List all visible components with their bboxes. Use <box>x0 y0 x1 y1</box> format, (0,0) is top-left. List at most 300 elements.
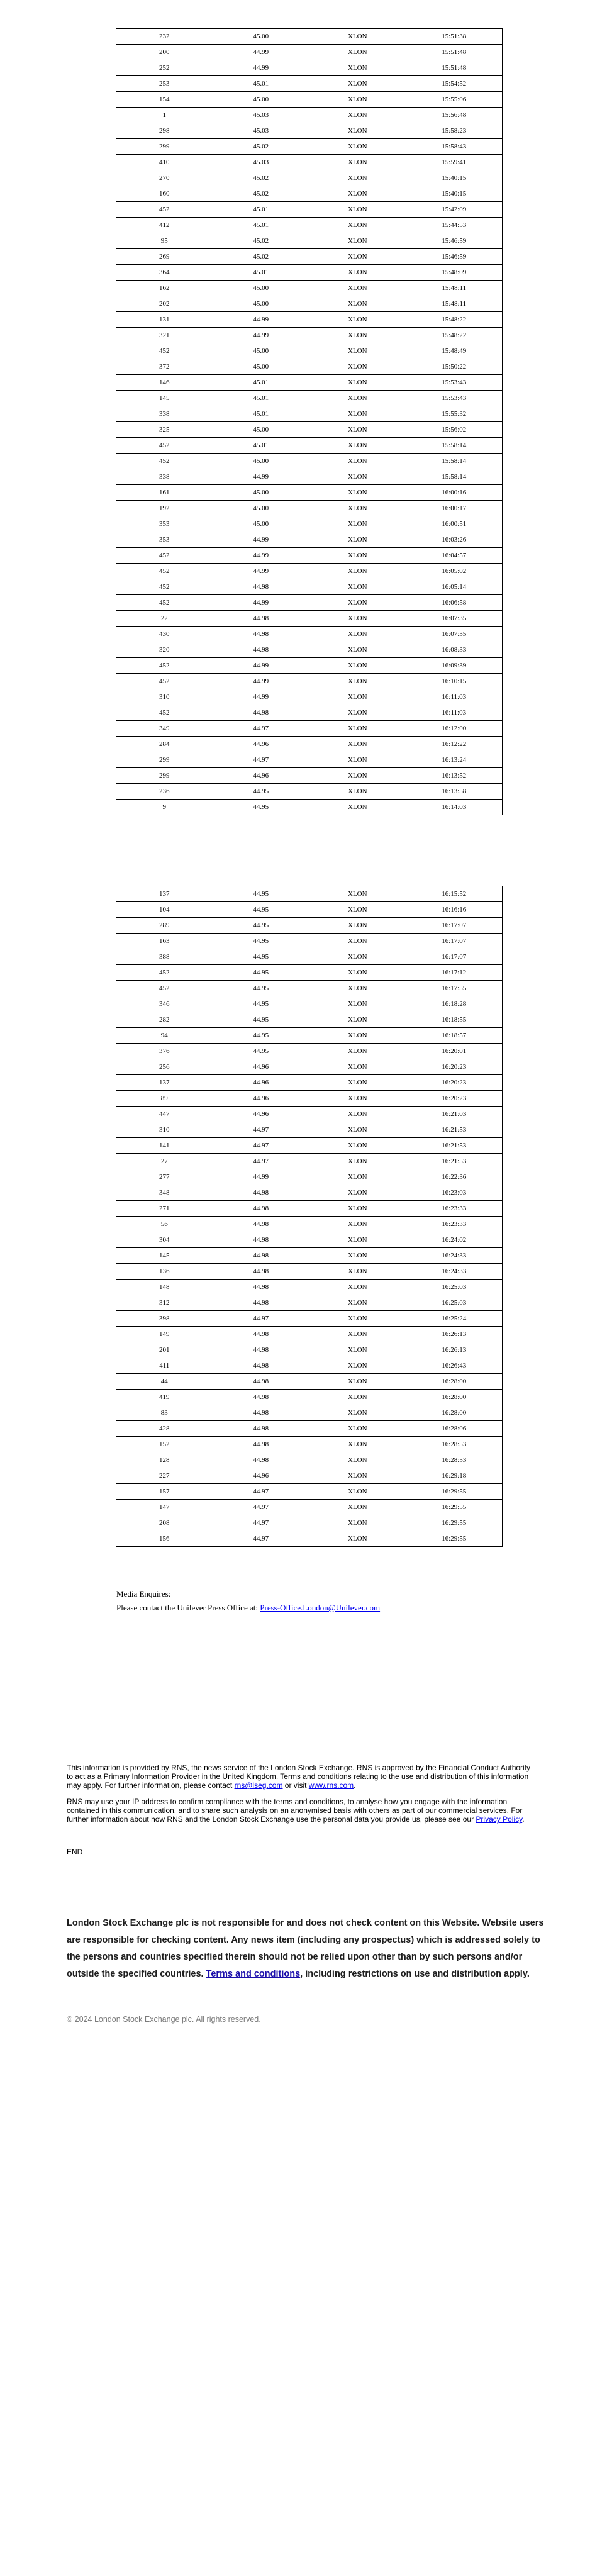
venue-cell: XLON <box>309 642 406 658</box>
volume-cell: 147 <box>116 1500 213 1515</box>
price-cell: 44.95 <box>213 800 309 815</box>
venue-cell: XLON <box>309 485 406 501</box>
venue-cell: XLON <box>309 1531 406 1547</box>
price-cell: 44.98 <box>213 705 309 721</box>
time-cell: 15:42:09 <box>406 202 503 218</box>
volume-cell: 44 <box>116 1374 213 1390</box>
time-cell: 16:28:53 <box>406 1452 503 1468</box>
venue-cell: XLON <box>309 934 406 949</box>
price-cell: 44.97 <box>213 1500 309 1515</box>
price-cell: 44.98 <box>213 1421 309 1437</box>
table-row <box>116 343 503 359</box>
price-cell: 45.00 <box>213 296 309 312</box>
table-row <box>116 1122 503 1138</box>
table-row <box>116 123 503 139</box>
volume-cell: 411 <box>116 1358 213 1374</box>
venue-cell: XLON <box>309 1437 406 1452</box>
price-cell: 45.00 <box>213 359 309 375</box>
volume-cell: 349 <box>116 721 213 737</box>
price-cell: 44.95 <box>213 934 309 949</box>
media-contact-text: Please contact the Unilever Press Office at: <box>116 1603 260 1612</box>
venue-cell: XLON <box>309 249 406 265</box>
table-row <box>116 1358 503 1374</box>
time-cell: 16:23:33 <box>406 1217 503 1232</box>
time-cell: 15:58:23 <box>406 123 503 139</box>
price-cell: 44.98 <box>213 1248 309 1264</box>
volume-cell: 156 <box>116 1531 213 1547</box>
venue-cell: XLON <box>309 752 406 768</box>
time-cell: 16:28:53 <box>406 1437 503 1452</box>
price-cell: 44.97 <box>213 1531 309 1547</box>
venue-cell: XLON <box>309 343 406 359</box>
time-cell: 15:59:41 <box>406 155 503 170</box>
volume-cell: 428 <box>116 1421 213 1437</box>
table-row <box>116 886 503 902</box>
venue-cell: XLON <box>309 139 406 155</box>
table-row <box>116 1295 503 1311</box>
price-cell: 44.98 <box>213 1201 309 1217</box>
rns-p2-text: RNS may use your IP address to confirm compliance with the terms and conditions, to analyse how you engage with the information contained in this communication, and to share such analysis on an anonymised basis with others as part of our commercial services. For further information about how RNS and the London Stock Exchange use the personal data you provide us, please see our <box>67 1797 523 1824</box>
time-cell: 16:04:57 <box>406 548 503 564</box>
time-cell: 16:18:55 <box>406 1012 503 1028</box>
table-row <box>116 1311 503 1327</box>
table-row <box>116 918 503 934</box>
time-cell: 16:26:13 <box>406 1327 503 1342</box>
volume-cell: 452 <box>116 343 213 359</box>
price-cell: 45.01 <box>213 265 309 281</box>
table-row <box>116 1484 503 1500</box>
terms-link[interactable]: Terms and conditions <box>206 1969 301 1979</box>
price-cell: 44.98 <box>213 1374 309 1390</box>
time-cell: 16:07:35 <box>406 627 503 642</box>
price-cell: 44.95 <box>213 981 309 996</box>
venue-cell: XLON <box>309 406 406 422</box>
time-cell: 15:40:15 <box>406 170 503 186</box>
time-cell: 16:06:58 <box>406 595 503 611</box>
venue-cell: XLON <box>309 501 406 516</box>
table-row <box>116 1201 503 1217</box>
price-cell: 44.98 <box>213 1405 309 1421</box>
table-row <box>116 965 503 981</box>
time-cell: 15:44:53 <box>406 218 503 233</box>
volume-cell: 136 <box>116 1264 213 1280</box>
time-cell: 16:12:22 <box>406 737 503 752</box>
volume-cell: 412 <box>116 218 213 233</box>
volume-cell: 452 <box>116 674 213 689</box>
table-row <box>116 406 503 422</box>
time-cell: 16:29:55 <box>406 1484 503 1500</box>
table-row <box>116 1327 503 1342</box>
time-cell: 16:07:35 <box>406 611 503 627</box>
lse-text-before: London Stock Exchange plc is not responsible for and does not check content on this Website. Website users are responsible for checking content. Any news item (including any prospectus) which is addressed solely to the persons and countries specified therein should not be relied upon other than by such persons and/or outside the specified countries. <box>67 1918 544 1979</box>
table-row <box>116 1059 503 1075</box>
volume-cell: 95 <box>116 233 213 249</box>
price-cell: 44.95 <box>213 996 309 1012</box>
volume-cell: 202 <box>116 296 213 312</box>
time-cell: 16:11:03 <box>406 689 503 705</box>
price-cell: 45.00 <box>213 29 309 45</box>
price-cell: 44.98 <box>213 1232 309 1248</box>
venue-cell: XLON <box>309 1185 406 1201</box>
volume-cell: 410 <box>116 155 213 170</box>
price-cell: 44.99 <box>213 564 309 579</box>
volume-cell: 353 <box>116 532 213 548</box>
price-cell: 44.96 <box>213 768 309 784</box>
venue-cell: XLON <box>309 155 406 170</box>
rns-website-link[interactable]: www.rns.com <box>308 1781 354 1790</box>
volume-cell: 298 <box>116 123 213 139</box>
time-cell: 15:51:38 <box>406 29 503 45</box>
time-cell: 15:48:22 <box>406 312 503 328</box>
volume-cell: 346 <box>116 996 213 1012</box>
time-cell: 16:26:13 <box>406 1342 503 1358</box>
time-cell: 16:21:53 <box>406 1122 503 1138</box>
volume-cell: 310 <box>116 689 213 705</box>
price-cell: 44.99 <box>213 658 309 674</box>
rns-p1-end: . <box>354 1781 356 1790</box>
rns-paragraph-2 <box>67 1797 538 1824</box>
table-row <box>116 627 503 642</box>
venue-cell: XLON <box>309 800 406 815</box>
price-cell: 45.01 <box>213 76 309 92</box>
price-cell: 44.98 <box>213 1327 309 1342</box>
media-enquiries <box>116 1587 380 1615</box>
venue-cell: XLON <box>309 186 406 202</box>
volume-cell: 271 <box>116 1201 213 1217</box>
price-cell: 44.97 <box>213 1484 309 1500</box>
volume-cell: 452 <box>116 564 213 579</box>
price-cell: 45.02 <box>213 233 309 249</box>
price-cell: 44.97 <box>213 752 309 768</box>
table-row <box>116 1154 503 1169</box>
volume-cell: 452 <box>116 454 213 469</box>
price-cell: 44.98 <box>213 1342 309 1358</box>
price-cell: 45.01 <box>213 391 309 406</box>
price-cell: 44.97 <box>213 1154 309 1169</box>
table-row <box>116 784 503 800</box>
venue-cell: XLON <box>309 328 406 343</box>
volume-cell: 284 <box>116 737 213 752</box>
rns-email-link[interactable]: rns@lseg.com <box>234 1781 283 1790</box>
price-cell: 45.00 <box>213 343 309 359</box>
volume-cell: 161 <box>116 485 213 501</box>
time-cell: 16:29:55 <box>406 1500 503 1515</box>
venue-cell: XLON <box>309 1107 406 1122</box>
time-cell: 16:18:57 <box>406 1028 503 1044</box>
table-row <box>116 501 503 516</box>
price-cell: 45.03 <box>213 123 309 139</box>
price-cell: 44.99 <box>213 469 309 485</box>
venue-cell: XLON <box>309 422 406 438</box>
venue-cell: XLON <box>309 516 406 532</box>
price-cell: 44.97 <box>213 1122 309 1138</box>
price-cell: 45.00 <box>213 501 309 516</box>
price-cell: 44.98 <box>213 1437 309 1452</box>
venue-cell: XLON <box>309 721 406 737</box>
venue-cell: XLON <box>309 949 406 965</box>
venue-cell: XLON <box>309 737 406 752</box>
time-cell: 16:20:23 <box>406 1091 503 1107</box>
table-row <box>116 454 503 469</box>
price-cell: 45.02 <box>213 249 309 265</box>
volume-cell: 131 <box>116 312 213 328</box>
price-cell: 44.96 <box>213 1075 309 1091</box>
venue-cell: XLON <box>309 170 406 186</box>
privacy-policy-link[interactable]: Privacy Policy <box>476 1815 523 1824</box>
venue-cell: XLON <box>309 1248 406 1264</box>
copyright: © 2024 London Stock Exchange plc. All rights reserved. <box>67 2015 261 2024</box>
time-cell: 16:28:00 <box>406 1405 503 1421</box>
volume-cell: 163 <box>116 934 213 949</box>
volume-cell: 137 <box>116 1075 213 1091</box>
table-row <box>116 689 503 705</box>
volume-cell: 83 <box>116 1405 213 1421</box>
venue-cell: XLON <box>309 45 406 60</box>
venue-cell: XLON <box>309 60 406 76</box>
time-cell: 16:20:23 <box>406 1059 503 1075</box>
venue-cell: XLON <box>309 1091 406 1107</box>
volume-cell: 299 <box>116 139 213 155</box>
venue-cell: XLON <box>309 1264 406 1280</box>
table-row <box>116 155 503 170</box>
time-cell: 15:58:14 <box>406 469 503 485</box>
price-cell: 44.95 <box>213 886 309 902</box>
price-cell: 44.95 <box>213 918 309 934</box>
venue-cell: XLON <box>309 1358 406 1374</box>
media-contact <box>116 1601 380 1615</box>
time-cell: 16:09:39 <box>406 658 503 674</box>
time-cell: 16:28:00 <box>406 1374 503 1390</box>
volume-cell: 321 <box>116 328 213 343</box>
table-row <box>116 1044 503 1059</box>
volume-cell: 299 <box>116 752 213 768</box>
time-cell: 16:20:01 <box>406 1044 503 1059</box>
table-row <box>116 438 503 454</box>
table-row <box>116 611 503 627</box>
table-row <box>116 768 503 784</box>
volume-cell: 232 <box>116 29 213 45</box>
volume-cell: 227 <box>116 1468 213 1484</box>
volume-cell: 256 <box>116 1059 213 1075</box>
price-cell: 44.98 <box>213 1390 309 1405</box>
venue-cell: XLON <box>309 1280 406 1295</box>
time-cell: 16:22:36 <box>406 1169 503 1185</box>
volume-cell: 338 <box>116 406 213 422</box>
time-cell: 16:21:53 <box>406 1154 503 1169</box>
volume-cell: 452 <box>116 595 213 611</box>
table-row <box>116 1374 503 1390</box>
time-cell: 16:29:55 <box>406 1531 503 1547</box>
volume-cell: 160 <box>116 186 213 202</box>
table-row <box>116 1531 503 1547</box>
venue-cell: XLON <box>309 658 406 674</box>
table-row <box>116 422 503 438</box>
table-row <box>116 1437 503 1452</box>
venue-cell: XLON <box>309 359 406 375</box>
price-cell: 45.01 <box>213 202 309 218</box>
volume-cell: 452 <box>116 202 213 218</box>
volume-cell: 56 <box>116 1217 213 1232</box>
venue-cell: XLON <box>309 965 406 981</box>
table-row <box>116 1390 503 1405</box>
venue-cell: XLON <box>309 784 406 800</box>
price-cell: 44.99 <box>213 674 309 689</box>
price-cell: 44.97 <box>213 721 309 737</box>
price-cell: 45.00 <box>213 454 309 469</box>
time-cell: 16:17:12 <box>406 965 503 981</box>
venue-cell: XLON <box>309 611 406 627</box>
table-row <box>116 1217 503 1232</box>
price-cell: 44.99 <box>213 312 309 328</box>
time-cell: 16:21:53 <box>406 1138 503 1154</box>
table-row <box>116 752 503 768</box>
venue-cell: XLON <box>309 532 406 548</box>
trades-table-2 <box>116 886 503 1547</box>
table-row <box>116 1012 503 1028</box>
table-row <box>116 1075 503 1091</box>
time-cell: 16:11:03 <box>406 705 503 721</box>
time-cell: 15:58:14 <box>406 438 503 454</box>
venue-cell: XLON <box>309 689 406 705</box>
price-cell: 45.03 <box>213 108 309 123</box>
price-cell: 44.98 <box>213 1217 309 1232</box>
table-row <box>116 45 503 60</box>
venue-cell: XLON <box>309 1044 406 1059</box>
table-row <box>116 721 503 737</box>
volume-cell: 348 <box>116 1185 213 1201</box>
time-cell: 16:13:24 <box>406 752 503 768</box>
table-row <box>116 1028 503 1044</box>
venue-cell: XLON <box>309 1405 406 1421</box>
volume-cell: 364 <box>116 265 213 281</box>
table-row <box>116 1091 503 1107</box>
table-row <box>116 1169 503 1185</box>
time-cell: 16:17:07 <box>406 934 503 949</box>
time-cell: 15:53:43 <box>406 391 503 406</box>
price-cell: 44.99 <box>213 548 309 564</box>
price-cell: 45.02 <box>213 186 309 202</box>
volume-cell: 338 <box>116 469 213 485</box>
time-cell: 16:29:18 <box>406 1468 503 1484</box>
venue-cell: XLON <box>309 1327 406 1342</box>
price-cell: 44.95 <box>213 902 309 918</box>
venue-cell: XLON <box>309 996 406 1012</box>
table-row <box>116 1248 503 1264</box>
venue-cell: XLON <box>309 233 406 249</box>
table-row <box>116 29 503 45</box>
time-cell: 16:12:00 <box>406 721 503 737</box>
venue-cell: XLON <box>309 391 406 406</box>
time-cell: 16:00:17 <box>406 501 503 516</box>
venue-cell: XLON <box>309 1217 406 1232</box>
price-cell: 45.02 <box>213 170 309 186</box>
price-cell: 45.00 <box>213 422 309 438</box>
price-cell: 45.01 <box>213 218 309 233</box>
table-row <box>116 1421 503 1437</box>
table-row <box>116 265 503 281</box>
venue-cell: XLON <box>309 1028 406 1044</box>
price-cell: 45.01 <box>213 375 309 391</box>
table-row <box>116 1342 503 1358</box>
venue-cell: XLON <box>309 1012 406 1028</box>
price-cell: 44.97 <box>213 1515 309 1531</box>
volume-cell: 145 <box>116 1248 213 1264</box>
price-cell: 44.98 <box>213 1280 309 1295</box>
time-cell: 15:46:59 <box>406 249 503 265</box>
table-row <box>116 674 503 689</box>
venue-cell: XLON <box>309 1075 406 1091</box>
volume-cell: 289 <box>116 918 213 934</box>
press-office-email-link[interactable]: Press-Office.London@Unilever.com <box>260 1603 381 1612</box>
venue-cell: XLON <box>309 595 406 611</box>
table-row <box>116 532 503 548</box>
price-cell: 44.98 <box>213 579 309 595</box>
price-cell: 44.98 <box>213 642 309 658</box>
venue-cell: XLON <box>309 296 406 312</box>
venue-cell: XLON <box>309 548 406 564</box>
volume-cell: 157 <box>116 1484 213 1500</box>
venue-cell: XLON <box>309 312 406 328</box>
time-cell: 16:16:16 <box>406 902 503 918</box>
time-cell: 15:56:02 <box>406 422 503 438</box>
time-cell: 15:55:32 <box>406 406 503 422</box>
venue-cell: XLON <box>309 705 406 721</box>
price-cell: 44.97 <box>213 1138 309 1154</box>
volume-cell: 447 <box>116 1107 213 1122</box>
time-cell: 16:25:03 <box>406 1295 503 1311</box>
price-cell: 44.96 <box>213 1468 309 1484</box>
table-row <box>116 375 503 391</box>
time-cell: 15:53:43 <box>406 375 503 391</box>
venue-cell: XLON <box>309 1421 406 1437</box>
table-row <box>116 359 503 375</box>
table-row <box>116 1468 503 1484</box>
time-cell: 15:48:22 <box>406 328 503 343</box>
time-cell: 15:46:59 <box>406 233 503 249</box>
table-row <box>116 949 503 965</box>
table-row <box>116 76 503 92</box>
venue-cell: XLON <box>309 1169 406 1185</box>
volume-cell: 430 <box>116 627 213 642</box>
table-row <box>116 1138 503 1154</box>
volume-cell: 200 <box>116 45 213 60</box>
time-cell: 15:58:14 <box>406 454 503 469</box>
volume-cell: 128 <box>116 1452 213 1468</box>
price-cell: 44.96 <box>213 1107 309 1122</box>
price-cell: 44.96 <box>213 1059 309 1075</box>
table-row <box>116 1280 503 1295</box>
time-cell: 15:51:48 <box>406 45 503 60</box>
volume-cell: 277 <box>116 1169 213 1185</box>
rns-disclaimer <box>67 1763 538 1831</box>
volume-cell: 310 <box>116 1122 213 1138</box>
volume-cell: 452 <box>116 658 213 674</box>
price-cell: 44.98 <box>213 1358 309 1374</box>
volume-cell: 452 <box>116 965 213 981</box>
time-cell: 16:13:52 <box>406 768 503 784</box>
price-cell: 45.00 <box>213 92 309 108</box>
volume-cell: 89 <box>116 1091 213 1107</box>
rns-p1-text: This information is provided by RNS, the news service of the London Stock Exchange. RNS is approved by the Financial Conduct Authority to act as a Primary Information Provider in the United Kingdom. Terms and conditions relating to the use and distribution of this information may apply. For further information, please contact <box>67 1763 531 1790</box>
price-cell: 44.95 <box>213 1044 309 1059</box>
table-row <box>116 92 503 108</box>
volume-cell: 94 <box>116 1028 213 1044</box>
time-cell: 15:51:48 <box>406 60 503 76</box>
time-cell: 16:13:58 <box>406 784 503 800</box>
time-cell: 15:48:11 <box>406 281 503 296</box>
time-cell: 16:26:43 <box>406 1358 503 1374</box>
table-row <box>116 170 503 186</box>
